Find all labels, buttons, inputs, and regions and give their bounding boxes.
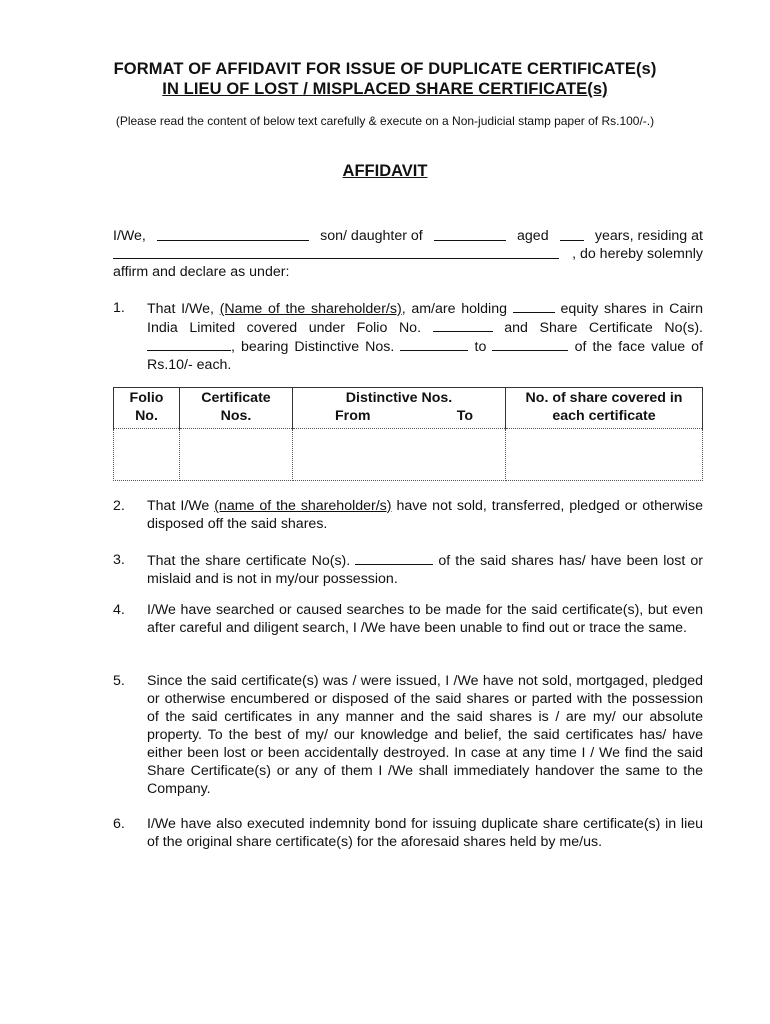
clause-1-text: of the face value of Rs.10/- each.: [147, 339, 704, 373]
clause-3: [113, 551, 703, 588]
clause-6-text: I/We have also executed indemnity bond for issuing duplicate share certificate(s) in lieu of the original share certificate(s) for the aforesaid shares held by me/us.: [147, 816, 703, 850]
intro-iwe: I/We,: [113, 228, 146, 244]
clause-2-text: That I/We: [147, 498, 210, 514]
clause-number: 3.: [113, 552, 125, 568]
shareholder-name-placeholder: (name of the shareholder/s): [214, 498, 392, 514]
col-folio-no: Folio No.: [114, 388, 180, 429]
equity-shares-blank[interactable]: [513, 299, 555, 313]
clause-number: 6.: [113, 816, 125, 832]
folio-no-blank[interactable]: [433, 318, 493, 332]
address-blank[interactable]: [113, 245, 559, 259]
clause-number: 1.: [113, 300, 125, 316]
clause-3-text: of the said shares has/ have been lost or mislaid and is not in my/our possession.: [147, 553, 703, 587]
clause-1-text: to: [474, 339, 487, 355]
document-title-line1: FORMAT OF AFFIDAVIT FOR ISSUE OF DUPLICATE CERTIFICATE(s): [113, 60, 657, 78]
intro-affirm: affirm and declare as under:: [113, 264, 290, 280]
distinctive-to-blank[interactable]: [492, 337, 568, 351]
intro-paragraph: [113, 227, 703, 281]
clause-2: [113, 497, 703, 533]
age-blank[interactable]: [560, 227, 584, 241]
clause-5-text: Since the said certificate(s) was / were issued, I /We have not sold, mortgaged, pledged or otherwise encumbered or disposed of the said shares or parted with the possession of the said certificates in any manner and the said shares is / are my/ our absolute property. To the best of my/ our knowledge and belief, the said certificates has/ have either been lost or been accidentally destroyed. In case at any time I / We find the said Share Certificate(s) or any of them I /We shall immediately handover the same to the Company.: [147, 673, 703, 797]
distinctive-from-blank[interactable]: [400, 337, 468, 351]
clause-6: [113, 815, 703, 851]
col-shares-covered: No. of share covered in each certificate: [506, 388, 703, 429]
distinctive-cell[interactable]: [293, 429, 506, 481]
table-row: [114, 429, 703, 481]
table-header-row: [114, 388, 703, 429]
affidavit-heading: AFFIDAVIT: [342, 162, 428, 180]
certificate-no-blank[interactable]: [147, 337, 231, 351]
intro-do-hereby: , do hereby solemnly: [572, 246, 703, 262]
clause-number: 2.: [113, 498, 125, 514]
shareholder-name-placeholder: (Name of the shareholder/s): [219, 301, 402, 317]
clause-1: [113, 299, 703, 374]
clause-1-text: , bearing Distinctive Nos.: [231, 339, 395, 355]
parent-name-blank[interactable]: [434, 227, 506, 241]
col-distinctive-nos: [293, 388, 506, 429]
clause-number: 5.: [113, 673, 125, 689]
clause-1-text: equity shares in Cairn India Limited covered under Folio No.: [147, 301, 704, 336]
clause-1-text: and Share Certificate No(s).: [504, 320, 703, 336]
clause-number: 4.: [113, 602, 125, 618]
document-title-line2: IN LIEU OF LOST / MISPLACED SHARE CERTIFICATE(s): [162, 80, 608, 98]
distinctive-nos-label: Distinctive Nos.: [345, 390, 453, 406]
folio-cell[interactable]: [114, 429, 180, 481]
intro-years-residing: years, residing at: [594, 228, 703, 244]
name-blank[interactable]: [157, 227, 309, 241]
clause-2-text: have not sold, transferred, pledged or otherwise disposed off the said shares.: [147, 498, 703, 532]
col-certificate-nos: Certificate Nos.: [180, 388, 293, 429]
shares-covered-cell[interactable]: [506, 429, 703, 481]
intro-son-daughter: son/ daughter of: [320, 228, 423, 244]
clause-1-text: That I/We,: [147, 301, 214, 317]
distinctive-from-label: From: [335, 408, 371, 424]
clause-5: [113, 672, 703, 798]
intro-aged: aged: [517, 228, 549, 244]
clause-3-text: That the share certificate No(s).: [147, 553, 351, 569]
clause-4-text: I/We have searched or caused searches to be made for the said certificate(s), but even after careful and diligent search, I /We have been unable to find out or trace the same.: [147, 602, 703, 636]
certificate-table: [113, 387, 703, 481]
clause-4: [113, 601, 703, 637]
clause-1-text: , am/are holding: [401, 301, 507, 317]
certificate-cell[interactable]: [180, 429, 293, 481]
lost-certificate-no-blank[interactable]: [355, 551, 433, 565]
distinctive-to-label: To: [456, 408, 473, 424]
instruction-note: (Please read the content of below text carefully & execute on a Non-judicial stamp paper of Rs.100/-.): [115, 114, 655, 128]
